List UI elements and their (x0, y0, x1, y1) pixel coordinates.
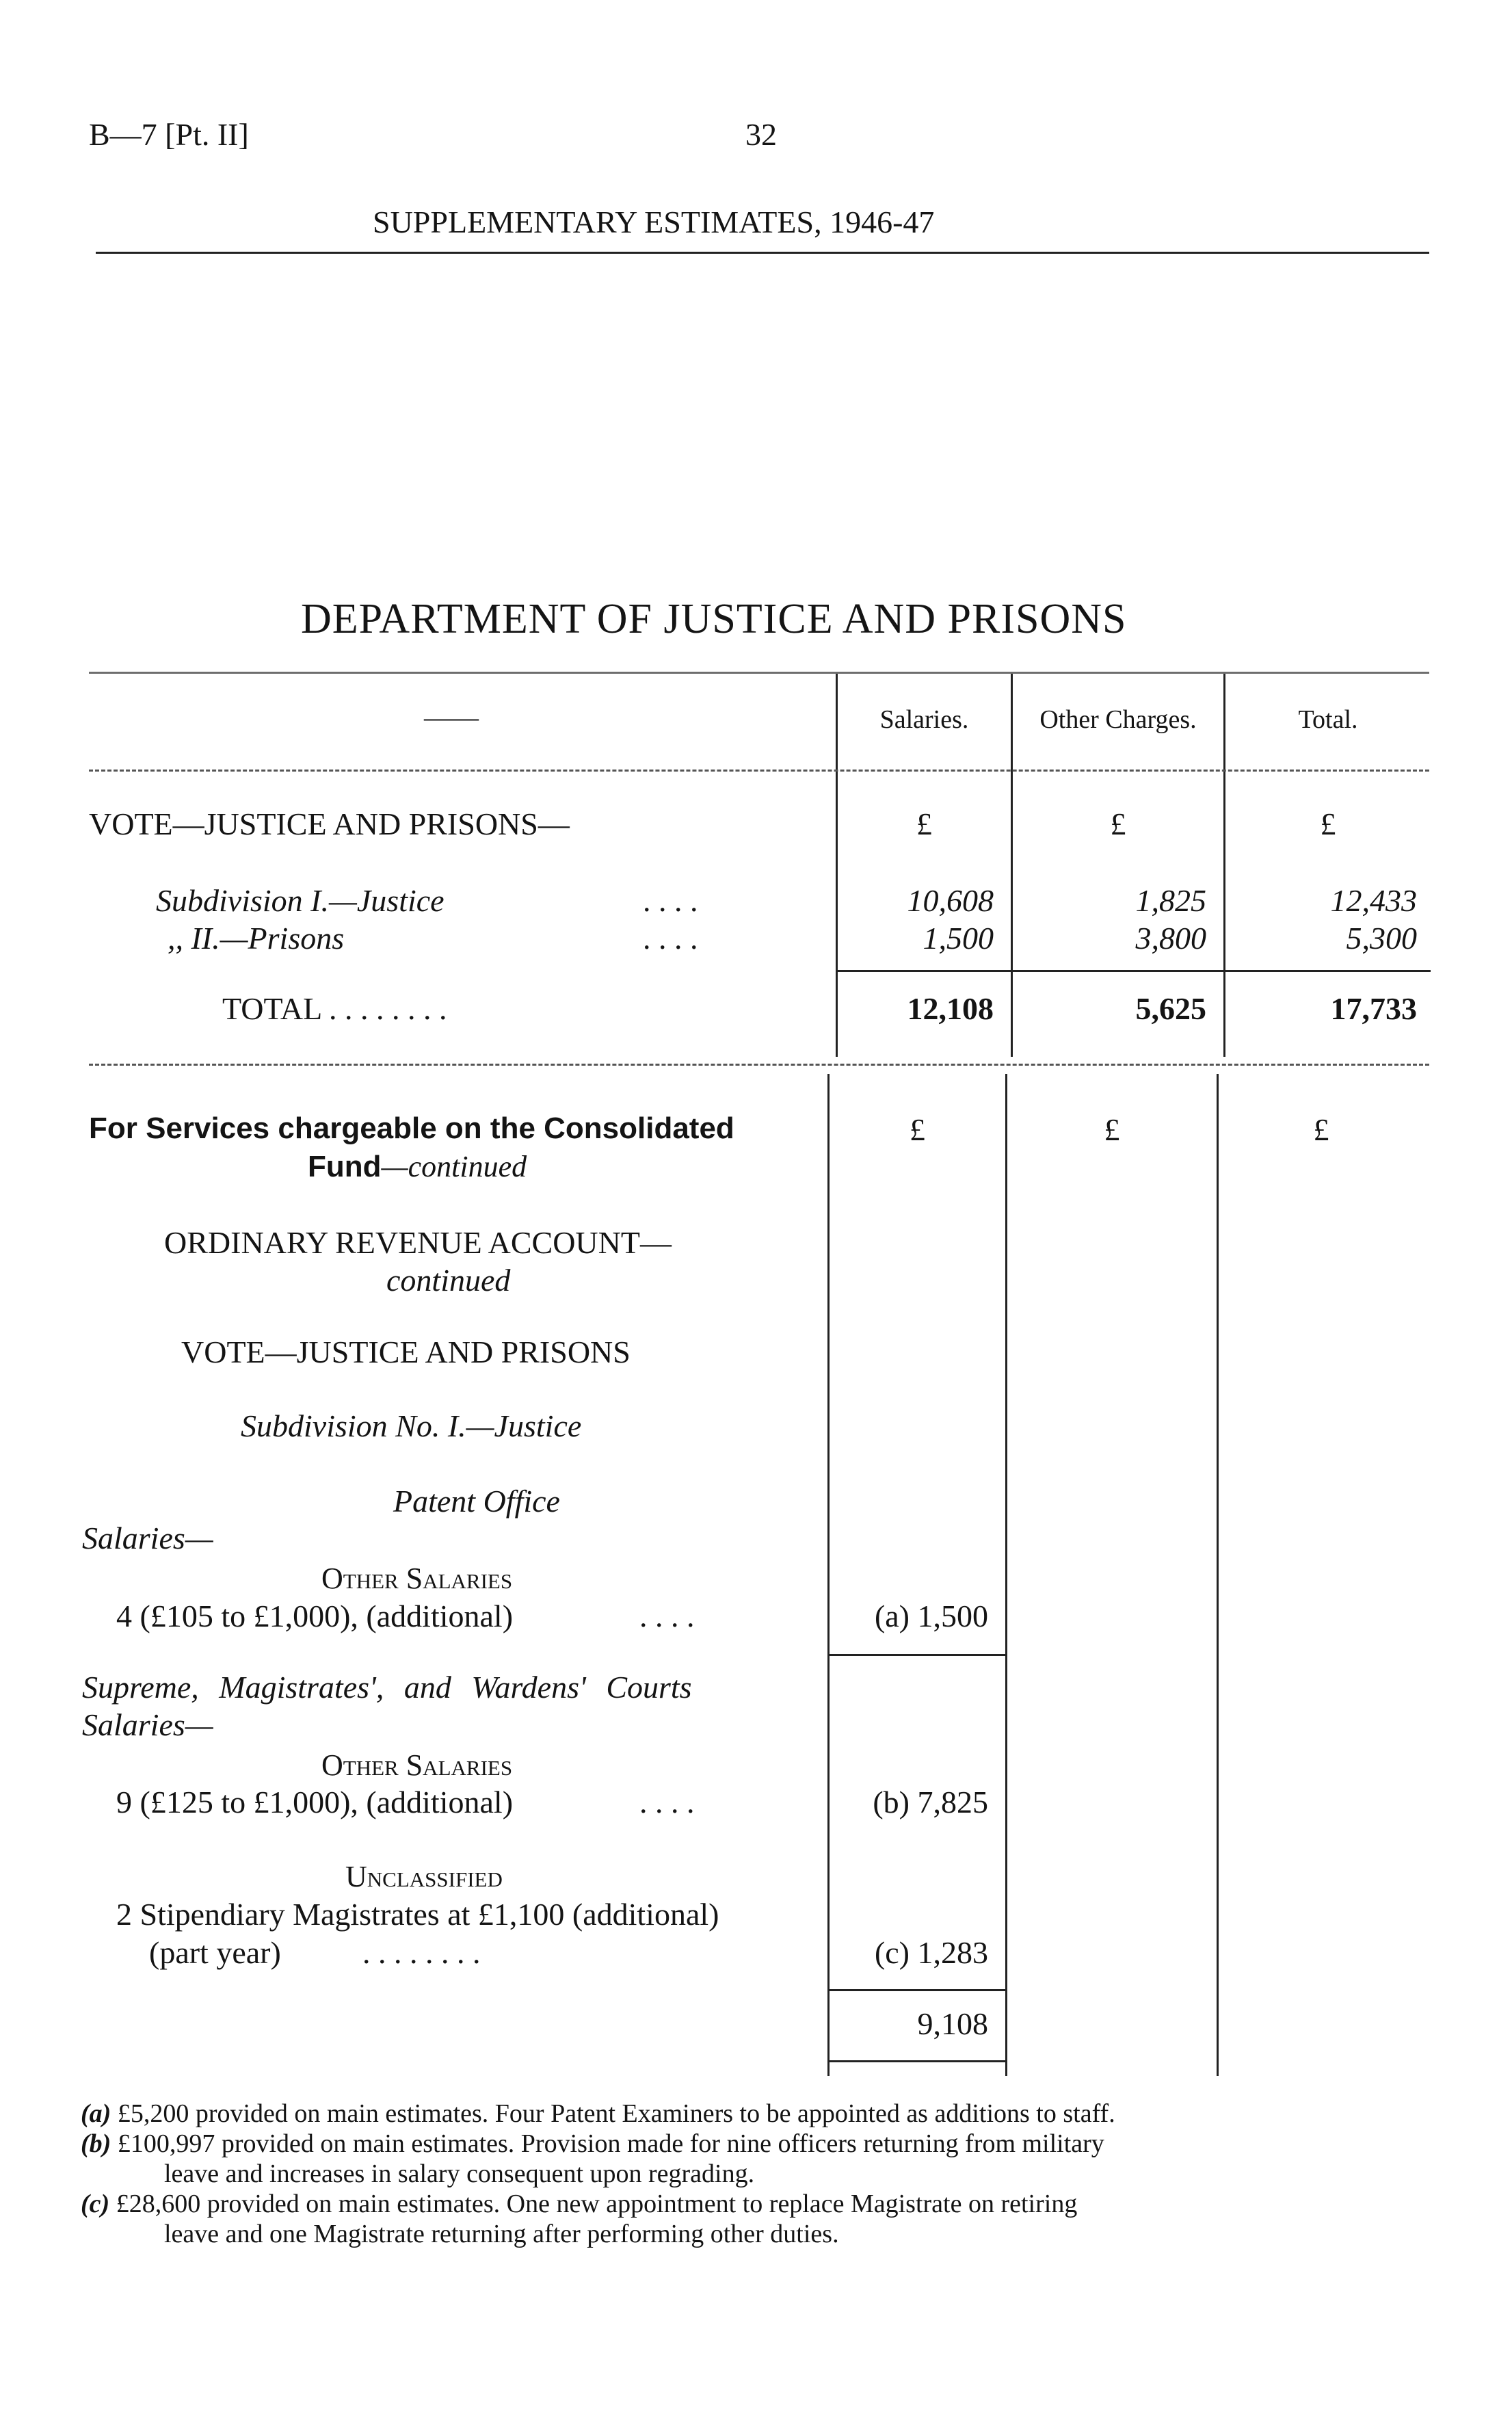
summary-vote-label: VOTE—JUSTICE AND PRISONS— (89, 806, 570, 841)
summary-subtotal-rule (836, 970, 1431, 972)
services-heading-line1: For Services chargeable on the Consolidated (89, 1112, 734, 1145)
patent-amount-rule (827, 1654, 1007, 1656)
summary-row-prisons-other: 3,800 (1135, 921, 1206, 956)
summary-total-salaries: 12,108 (907, 991, 994, 1026)
summary-row-justice-total: 12,433 (1330, 883, 1417, 918)
footnote-b-continuation: leave and increases in salary consequent upon regrading. (164, 2159, 755, 2188)
services-heading-line2 (308, 1149, 527, 1184)
footnote-a-label: (a) (81, 2099, 111, 2128)
ordinary-revenue-heading: ORDINARY REVENUE ACCOUNT— (164, 1225, 672, 1260)
detail-currency-total: £ (1313, 1112, 1329, 1147)
footnote-c-text: £28,600 provided on main estimates. One new appointment to replace Magistrate on retiring (116, 2190, 1078, 2218)
summary-row-prisons-label: ,, II.—Prisons (168, 921, 345, 956)
running-title: SUPPLEMENTARY ESTIMATES, 1946-47 (373, 205, 935, 239)
summary-dash-header: —— (424, 702, 479, 733)
ordinary-revenue-continued: continued (386, 1263, 511, 1298)
footnote-c-label: (c) (81, 2190, 110, 2218)
col-header-total: Total. (1298, 705, 1358, 734)
detail-currency-salaries: £ (910, 1112, 925, 1147)
patent-item: 4 (£105 to £1,000), (additional) (116, 1599, 514, 1633)
courts-amount: (b) 7,825 (873, 1785, 988, 1819)
courts-other-salaries: Other Salaries (321, 1748, 513, 1782)
footnote-c-continuation: leave and one Magistrate returning after performing other duties. (164, 2220, 839, 2248)
stipendiary-amount: (c) 1,283 (874, 1935, 988, 1970)
detail-col-sep-2 (1005, 1074, 1007, 2076)
summary-total-other: 5,625 (1135, 991, 1206, 1026)
patent-dots: . . . . (639, 1599, 695, 1633)
courts-salaries-label: Salaries— (82, 1707, 213, 1742)
footnote-b-text: £100,997 provided on main estimates. Provision made for nine officers returning from military (117, 2129, 1104, 2158)
services-continued: —continued (381, 1150, 527, 1183)
courts-item: 9 (£125 to £1,000), (additional) (116, 1785, 514, 1819)
footnote-a-text: £5,200 provided on main estimates. Four Patent Examiners to be appointed as additions to staff. (117, 2099, 1115, 2128)
summary-row-justice-label: Subdivision I.—Justice (156, 883, 445, 918)
patent-office-heading: Patent Office (393, 1484, 560, 1519)
subtotal-bottom-rule (827, 2060, 1007, 2062)
summary-row-prisons-dots: . . . . (643, 921, 698, 956)
col-header-other-charges: Other Charges. (1039, 705, 1197, 734)
footnote-a (81, 2099, 1115, 2129)
summary-row-justice-other: 1,825 (1135, 883, 1206, 918)
detail-col-sep-3 (1217, 1074, 1219, 2076)
footnote-b-label: (b) (81, 2129, 111, 2158)
summary-bottom-rule (89, 1064, 1429, 1066)
page-number: 32 (745, 117, 777, 152)
summary-header-rule (89, 770, 1429, 772)
stipendiary-line1: 2 Stipendiary Magistrates at £1,100 (additional) (116, 1897, 719, 1932)
detail-subdivision: Subdivision No. I.—Justice (241, 1408, 582, 1443)
patent-other-salaries: Other Salaries (321, 1562, 513, 1595)
summary-row-prisons-salaries: 1,500 (923, 921, 994, 956)
footnote-b (81, 2129, 1104, 2159)
detail-col-sep-1 (827, 1074, 830, 2076)
detail-vote-title: VOTE—JUSTICE AND PRISONS (181, 1335, 631, 1369)
patent-amount: (a) 1,500 (874, 1599, 988, 1633)
stipendiary-line2: (part year) (149, 1935, 281, 1970)
patent-salaries-label: Salaries— (82, 1521, 213, 1555)
summary-total-total: 17,733 (1330, 991, 1417, 1026)
page-ref: B—7 [Pt. II] (89, 117, 249, 152)
col-header-salaries: Salaries. (879, 705, 969, 734)
unclassified-heading: Unclassified (345, 1860, 503, 1893)
currency-total: £ (1320, 806, 1336, 841)
courts-dots: . . . . (639, 1785, 695, 1819)
stipendiary-dots: . . . . . . . . (362, 1935, 481, 1970)
summary-top-rule (89, 672, 1429, 674)
services-fund: Fund (308, 1150, 382, 1183)
header-rule (96, 252, 1429, 254)
summary-row-prisons-total: 5,300 (1346, 921, 1417, 956)
summary-total-label: TOTAL . . . . . . . . (222, 991, 447, 1026)
subtotal-top-rule (827, 1989, 1007, 1991)
currency-salaries: £ (916, 806, 932, 841)
summary-row-justice-dots: . . . . (643, 883, 698, 918)
department-title: DEPARTMENT OF JUSTICE AND PRISONS (301, 596, 1127, 642)
courts-heading: Supreme, Magistrates', and Wardens' Courts (82, 1670, 692, 1705)
footnote-c (81, 2189, 1077, 2219)
summary-row-justice-salaries: 10,608 (907, 883, 994, 918)
detail-subtotal: 9,108 (917, 2006, 988, 2041)
currency-other: £ (1110, 806, 1126, 841)
detail-currency-other: £ (1104, 1112, 1120, 1147)
